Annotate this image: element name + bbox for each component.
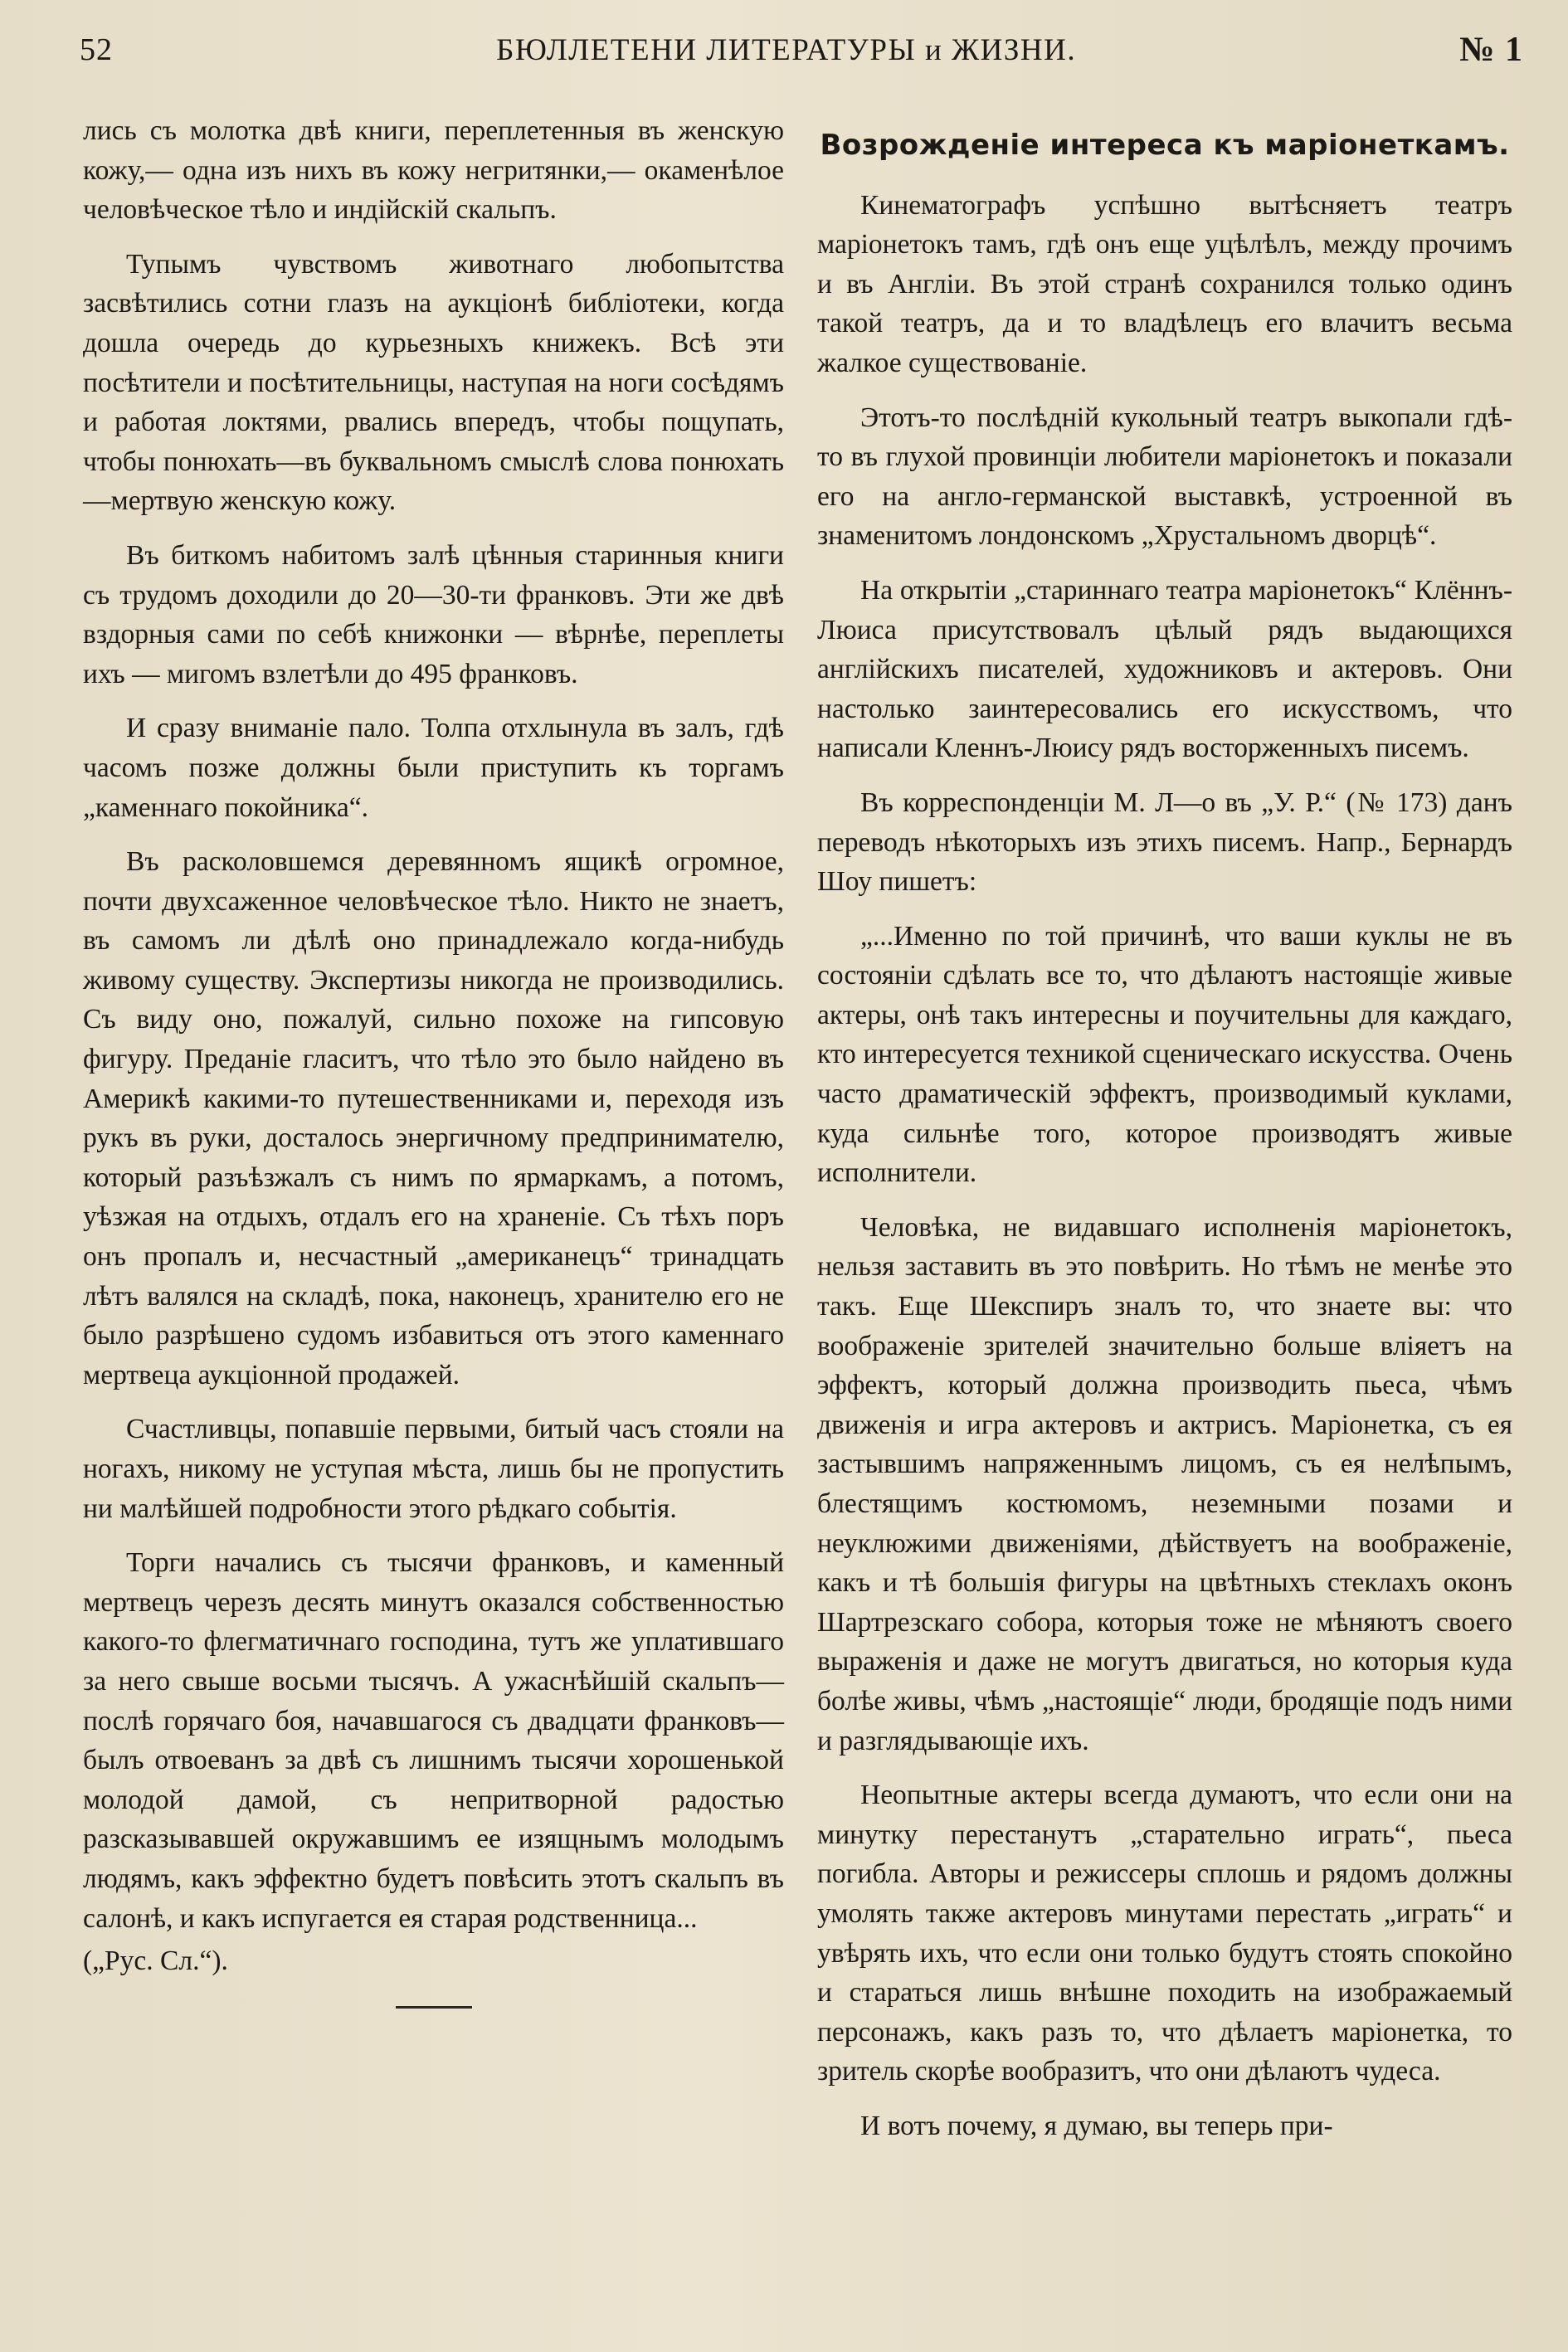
section-divider	[396, 2006, 472, 2009]
quote-paragraph: Человѣка, не видавшаго исполненія маріонетокъ, нельзя заставить въ это повѣрить. Но тѣмъ не менѣе это такъ. Еще Шекспиръ зналъ то, что знаете вы: что воображеніе зрителей значительно больше вліяетъ на эффектъ, который должна производить пьеса, чѣмъ движенія и игра актеровъ и актрисъ. Маріонетка, съ ея застывшимъ напряженнымъ лицомъ, съ ея нелѣпымъ, блестящимъ костюмомъ, неземными позами и неуклюжими движеніями, дѣйствуетъ на воображеніе, какъ и тѣ большія фигуры на цвѣтныхъ стеклахъ оконъ Шартрезскаго собора, которыя тоже не мѣняютъ своего выраженія и даже не могутъ двигаться, но которыя куда болѣе живы, чѣмъ „настоящіе“ люди, бродящіе подъ ними и разглядывающіе ихъ.	[817, 1211, 1512, 1756]
article-heading: Возрожденіе интереса къ маріонеткамъ.	[820, 129, 1510, 162]
page-number: 52	[80, 32, 113, 67]
paragraph: Кинематографъ успѣшно вытѣсняетъ театръ маріонетокъ тамъ, гдѣ онъ еще уцѣлѣлъ, между прочимъ и въ Англіи. Въ этой странѣ сохранился только одинъ такой театръ, да и то владѣлецъ его влачитъ весьма жалкое существованіе.	[817, 189, 1512, 378]
quote-paragraph: „...Именно по той причинѣ, что ваши куклы не въ состояніи сдѣлать все то, что дѣлаютъ настоящіе живые актеры, онѣ такъ интересны и поучительны для каждаго, кто интересуется техникой сценическаго искусства. Очень часто драматическій эффектъ, производимый куклами, куда сильнѣе того, которое производятъ живые исполнители.	[817, 920, 1512, 1189]
paragraph: И сразу вниманіе пало. Толпа отхлынула въ залъ, гдѣ часомъ позже должны были приступить къ торгамъ „каменнаго покойника“.	[83, 713, 784, 823]
source-citation: („Рус. Сл.“).	[83, 1945, 228, 1977]
issue-number: № 1	[1459, 31, 1523, 69]
paragraph: Въ биткомъ набитомъ залѣ цѣнныя старинныя книги съ трудомъ доходили до 20—30-ти франковъ. Эти же двѣ вздорныя сами по себѣ книжонки — вѣрнѣе, переплеты ихъ — мигомъ взлетѣли до 495 франковъ.	[83, 539, 784, 689]
running-header	[80, 25, 1523, 75]
paragraph: На открытіи „стариннаго театра маріонетокъ“ Клённъ-Люиса присутствовалъ цѣлый рядъ выдающихся англійскихъ писателей, художниковъ и актеровъ. Они настолько заинтересовались его искусствомъ, что написали Кленнъ-Люису рядъ восторженныхъ писемъ.	[817, 574, 1512, 764]
left-column	[83, 111, 784, 2009]
quote-paragraph: Неопытные актеры всегда думаютъ, что если они на минутку перестанутъ „старательно играть“, пьеса погибла. Авторы и режиссеры сплошь и рядомъ должны умолять также актеровъ минутами перестать „играть“ и увѣрять ихъ, что если они только будутъ стоять спокойно и стараться лишь внѣшне походить на изображаемый персонажъ, какъ разъ то, что дѣлаетъ маріонетка, то зритель скорѣе вообразитъ, что они дѣлаютъ чудеса.	[817, 1780, 1512, 2087]
paragraph: Торги начались съ тысячи франковъ, и каменный мертвецъ черезъ десять минутъ оказался собственностью какого-то флегматичнаго господина, тутъ же уплатившаго за него свыше восьми тысячъ. А ужаснѣйшій скальпъ—послѣ горячаго боя, начавшагося съ двадцати франковъ—былъ отвоеванъ за двѣ съ лишнимъ тысячи хорошенькой молодой дамой, съ непритворной радостью разсказывавшей окружавшимъ ее изящнымъ молодымъ людямъ, какъ эффектно будетъ повѣсить этотъ скальпъ въ салонѣ, и какъ испугается ея старая родственница...	[83, 1547, 784, 1934]
paragraph: Въ корреспонденціи М. Л—о въ „У. Р.“ (№ 173) данъ переводъ нѣкоторыхъ изъ этихъ писемъ. Напр., Бернардъ Шоу пишетъ:	[817, 786, 1512, 898]
paragraph: Въ расколовшемся деревянномъ ящикѣ огромное, почти двухсаженное человѣческое тѣло. Никто не знаетъ, въ самомъ ли дѣлѣ оно принадлежало когда-нибудь живому существу. Экспертизы никогда не производились. Съ виду оно, пожалуй, сильно похоже на гипсовую фигуру. Преданіе гласитъ, что тѣло это было найдено въ Америкѣ какими-то путешественниками и, переходя изъ рукъ въ руки, досталось энергичному предпринимателю, который разъѣзжалъ съ нимъ по ярмаркамъ, а потомъ, уѣзжая на отдыхъ, отдалъ его на храненіе. Съ тѣхъ поръ онъ пропалъ и, несчастный „американецъ“ тринадцать лѣтъ валялся на складѣ, пока, наконецъ, хранителю его не было разрѣшено судомъ избавиться отъ этого каменнаго мертвеца аукціонной продажей.	[83, 846, 784, 1390]
paragraph: Этотъ-то послѣдній кукольный театръ выкопали гдѣ-то въ глухой провинціи любители маріонетокъ и показали его на англо-германской выставкѣ, устроенной въ знаменитомъ лондонскомъ „Хрустальномъ дворцѣ“.	[817, 402, 1512, 552]
quote-paragraph: И вотъ почему, я думаю, вы теперь при-	[860, 2110, 1333, 2141]
paragraph: Тупымъ чувствомъ животнаго любопытства засвѣтились сотни глазъ на аукціонѣ библіотеки, когда дошла очередь до курьезныхъ книжекъ. Всѣ эти посѣтители и посѣтительницы, наступая на ноги сосѣдямъ и работая локтями, рвались впередъ, чтобы пощупать, чтобы понюхать—въ буквальномъ смыслѣ слова понюхать—мертвую женскую кожу.	[83, 248, 784, 517]
paragraph: Счастливцы, попавшіе первыми, битый часъ стояли на ногахъ, никому не уступая мѣста, лишь бы не пропустить ни малѣйшей подробности этого рѣдкаго событія.	[83, 1414, 784, 1524]
right-column	[817, 121, 1512, 2161]
journal-title: БЮЛЛЕТЕНИ ЛИТЕРАТУРЫ и ЖИЗНИ.	[496, 32, 1077, 67]
paragraph: лись съ молотка двѣ книги, переплетенныя въ женскую кожу,— одна изъ нихъ въ кожу негритянки,— окаменѣлое человѣческое тѣло и индійскій скальпъ.	[83, 115, 784, 226]
